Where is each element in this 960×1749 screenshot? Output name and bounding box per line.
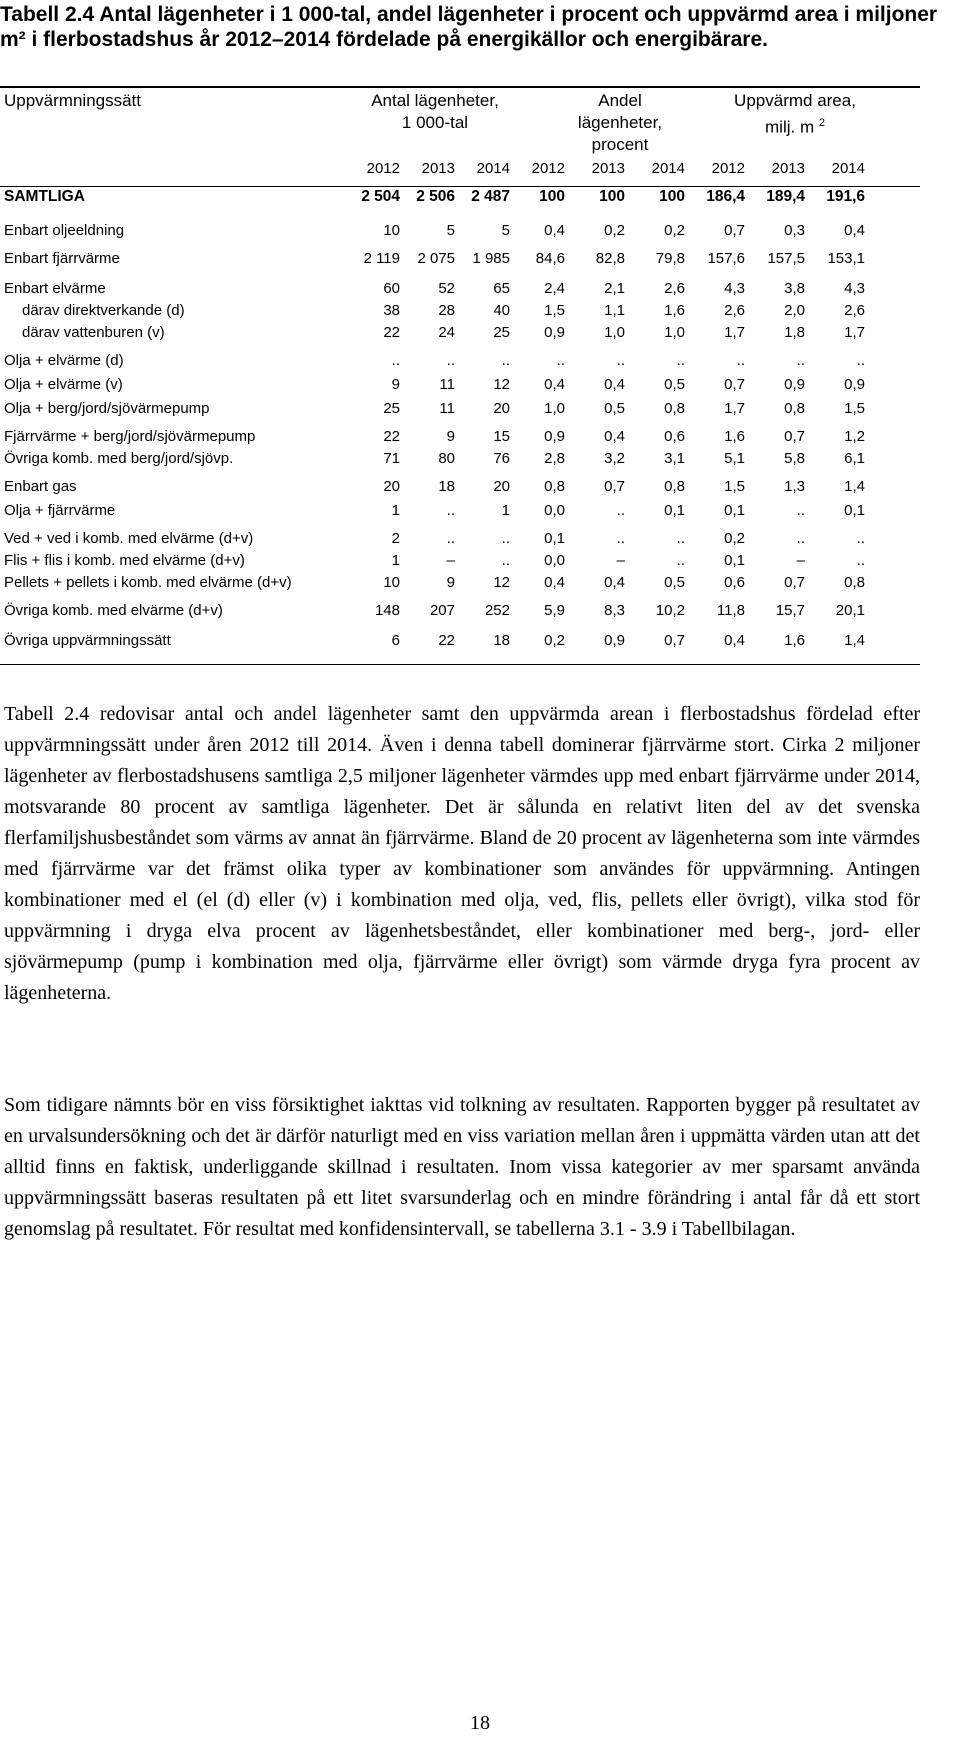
table-cell: 4,3 [724,280,745,297]
page-number: 18 [470,1712,490,1734]
table-cell: 0,4 [544,222,565,239]
table-row [0,572,940,594]
table-cell: 40 [493,302,510,319]
table-cell: .. [501,352,510,369]
table-cell: .. [446,530,455,547]
table-cell: 0,2 [544,632,565,649]
table-cell: 207 [429,602,455,619]
table-cell: 0,1 [844,502,865,519]
row-label: Olja + fjärrvärme [4,502,116,519]
table-cell: 6 [391,632,400,649]
table-cell: .. [391,352,400,369]
table-cell: 1 [391,502,400,519]
table-cell: 0,3 [784,222,805,239]
table-cell: 0,4 [604,428,625,445]
table-cell: 18 [438,478,455,495]
table-cell: 153,1 [827,250,865,267]
table-cell: 0,4 [544,574,565,591]
table-cell: 5,1 [724,450,745,467]
table-cell: 3,1 [664,450,685,467]
table-cell: 3,2 [604,450,625,467]
table-cell: 12 [493,574,510,591]
row-label: SAMTLIGA [4,188,85,205]
row-label: Olja + elvärme (v) [4,376,123,393]
table-cell: 1,5 [544,302,565,319]
table-cell: 2 506 [416,188,455,205]
table-cell: 100 [659,188,685,205]
table-cell: 1 [391,552,400,569]
table-cell: 71 [383,450,400,467]
table-cell: .. [616,502,625,519]
header-heated-area: Uppvärmd area, milj. m $^2$ [734,91,856,137]
header-heating-method: Uppvärmningssätt [4,91,142,110]
row-label: Enbart oljeeldning [4,222,125,239]
table-cell: 11,8 [716,602,745,619]
row-label: Pellets + pellets i komb. med elvärme (d+v) [4,574,292,591]
table-cell: 0,4 [604,574,625,591]
table-cell: 80 [438,450,455,467]
table-cell: 5 [446,222,455,239]
table-cell: 157,5 [767,250,805,267]
table-cell: .. [796,502,805,519]
table-cell: 5,8 [784,450,805,467]
year-header-row [0,160,940,182]
table-cell: .. [736,352,745,369]
row-label: Enbart fjärrvärme [4,250,120,267]
table-cell: 38 [383,302,400,319]
table-cell: 10,2 [655,602,685,619]
row-label: Flis + flis i komb. med elvärme (d+v) [4,552,245,569]
table-cell: 20 [383,478,400,495]
table-cell: 1,0 [604,324,625,341]
table-cell: 252 [484,602,510,619]
table-cell: 0,1 [664,502,685,519]
table-bottom-rule [0,664,920,665]
table-cell: 1 985 [472,250,510,267]
table-cell: 11 [439,376,455,393]
table-cell: 1,6 [724,428,745,445]
table-cell: .. [676,352,685,369]
year-header-cell: 2014 [476,160,510,177]
table-cell: .. [676,552,685,569]
table-cell: 191,6 [826,188,865,205]
table-cell: 9 [446,428,455,445]
table-cell: 100 [539,188,565,205]
table-cell: 25 [493,324,510,341]
table-cell: 20,1 [835,602,865,619]
table-cell: .. [796,530,805,547]
table-cell: 1,5 [724,478,745,495]
table-row [0,186,940,208]
table-cell: 76 [493,450,510,467]
table-cell: 1,0 [664,324,685,341]
table-cell: 82,8 [595,250,625,267]
row-label: Ved + ved i komb. med elvärme (d+v) [4,530,254,547]
table-cell: .. [856,530,865,547]
table-cell: 0,5 [604,400,625,417]
table-row [0,220,940,242]
table-cell: 1,4 [844,632,865,649]
table-cell: 0,0 [544,502,565,519]
table-row [0,500,940,522]
table-cell: .. [616,530,625,547]
table-cell: 2,4 [544,280,565,297]
table-cell: 0,2 [724,530,745,547]
table-cell: – [796,552,805,569]
table-cell: 0,4 [724,632,745,649]
table-cell: 0,8 [664,400,685,417]
table-cell: 1,6 [784,632,805,649]
year-header-cell: 2013 [421,160,455,177]
table-cell: 79,8 [655,250,685,267]
table-cell: 15 [493,428,510,445]
table-cell: 0,7 [724,222,745,239]
row-label: Olja + berg/jord/sjövärmepump [4,400,210,417]
table-cell: 12 [493,376,510,393]
table-cell: 0,7 [664,632,685,649]
row-label: därav direktverkande (d) [22,302,185,319]
year-header-cell: 2014 [831,160,865,177]
table-cell: 0,1 [724,502,745,519]
table-cell: 10 [383,222,400,239]
table-cell: 4,3 [844,280,865,297]
table-cell: 11 [439,400,455,417]
table-cell: 0,2 [604,222,625,239]
table-cell: 1,3 [784,478,805,495]
table-row [0,476,940,498]
table-cell: 0,5 [664,376,685,393]
year-header-cell: 2014 [651,160,685,177]
table-cell: 0,2 [664,222,685,239]
table-cell: 0,5 [664,574,685,591]
table-row [0,374,940,396]
table-cell: 5 [501,222,510,239]
table-title: Tabell 2.4 Antal lägenheter i 1 000-tal, andel lägenheter i procent och uppvärmd area i miljoner m² i flerbostadshus år 2012–2014 fördelade på energikällor och energibärare. [0,3,938,51]
table-cell: 1,6 [664,302,685,319]
table-cell: 0,7 [604,478,625,495]
table-cell: 0,8 [844,574,865,591]
table-cell: 0,6 [724,574,745,591]
table-cell: 52 [438,280,455,297]
table-cell: 0,9 [844,376,865,393]
year-header-cell: 2013 [591,160,625,177]
table-cell: 1,7 [724,400,745,417]
table-cell: 0,7 [784,574,805,591]
table-cell: .. [446,502,455,519]
table-cell: 189,4 [766,188,805,205]
year-header-cell: 2012 [366,160,400,177]
table-cell: 0,6 [664,428,685,445]
table-cell: 0,9 [784,376,805,393]
table-cell: 24 [438,324,455,341]
year-header-cell: 2012 [711,160,745,177]
table-cell: 22 [438,632,455,649]
table-cell: 2 [391,530,400,547]
body-paragraph-1: Tabell 2.4 redovisar antal och andel lägenheter samt den uppvärmda arean i flerbostadshus fördelad efter uppvärmningssätt under åren 2012 till 2014. Även i denna tabell dominerar fjärrvärme stort. Cirka 2 miljoner lägenheter av flerbostadshusens samtliga 2,5 miljoner lägenheter värmdes upp med enbart fjärrvärme under 2014, motsvarande 80 procent av samtliga lägenheter. Det är sålunda en relativt liten del av det svenska flerfamiljshusbeståndet som värms av annat än fjärrvärme. Bland de 20 procent av lägenheterna som inte värmdes med fjärrvärme var det främst olika typer av kombinationer som användes för uppvärmning. Antingen kombinationer med el (el (d) eller (v) i kombination med olja, ved, flis, pellets eller övrigt), vilka stod för uppvärmning i dryga elva procent av lägenhetsbeståndet, eller kombinationer med berg-, jord- eller sjövärmepump (pump i kombination med olja, fjärrvärme eller övrigt) som värmde dryga fyra procent av lägenheterna. [4,703,920,1004]
table-cell: .. [501,530,510,547]
table-cell: 3,8 [784,280,805,297]
row-label: Övriga uppvärmningssätt [4,632,171,649]
table-cell: 65 [493,280,510,297]
table-cell: 0,1 [544,530,565,547]
table-row [0,550,940,572]
body-paragraph-2: Som tidigare nämnts bör en viss försiktighet iakttas vid tolkning av resultaten. Rapporten bygger på resultatet av en urvalsundersökning och det är därför naturligt med en viss variation mellan åren i uppmätta värden utan att det alltid finns en faktisk, underliggande skillnad i resultaten. Inom vissa kategorier av mer sparsamt använda uppvärmningssätt baseras resultaten på ett litet svarsunderlag och en mindre förändring i antal får då ett stort genomslag på resultatet. För resultat med konfidensintervall, se tabellerna 3.1 - 3.9 i Tabellbilagan. [4,1094,920,1240]
table-row [0,300,940,322]
table-cell: 0,7 [784,428,805,445]
row-label: därav vattenburen (v) [22,324,165,341]
table-cell: .. [556,352,565,369]
table-cell: 0,8 [544,478,565,495]
year-header-cell: 2012 [531,160,565,177]
table-cell: 0,9 [604,632,625,649]
table-cell: 0,7 [724,376,745,393]
table-row [0,350,940,372]
table-cell: 15,7 [775,602,805,619]
table-cell: 2 504 [361,188,400,205]
table-cell: 0,4 [604,376,625,393]
table-cell: 20 [493,478,510,495]
table-cell: 28 [438,302,455,319]
table-row [0,398,940,420]
table-cell: .. [796,352,805,369]
table-cell: 0,8 [784,400,805,417]
table-cell: 1,8 [784,324,805,341]
table-row [0,278,940,300]
table-top-rule [0,86,920,88]
table-cell: 1,5 [844,400,865,417]
row-label: Övriga komb. med berg/jord/sjövp. [4,450,234,467]
table-cell: 1,2 [844,428,865,445]
table-cell: .. [501,552,510,569]
header-apartment-count: Antal lägenheter, 1 000-tal [371,91,499,132]
table-cell: 9 [391,376,400,393]
header-apartment-share: Andel lägenheter, procent [577,91,663,154]
table-cell: 22 [383,324,400,341]
year-header-cell: 2013 [771,160,805,177]
table-cell: 157,6 [707,250,745,267]
table-cell: 18 [493,632,510,649]
table-row [0,248,940,270]
table-cell: 148 [374,602,400,619]
table-cell: 100 [599,188,625,205]
table-cell: 0,4 [844,222,865,239]
table-cell: 0,9 [544,428,565,445]
table-cell: 0,8 [664,478,685,495]
table-row [0,528,940,550]
table-cell: 0,9 [544,324,565,341]
table-cell: 1,7 [844,324,865,341]
table-cell: 22 [383,428,400,445]
table-cell: 2,8 [544,450,565,467]
table-cell: 60 [383,280,400,297]
table-cell: 2,6 [724,302,745,319]
table-cell: 1,0 [544,400,565,417]
table-cell: 1,4 [844,478,865,495]
table-cell: 2,6 [664,280,685,297]
table-cell: 84,6 [535,250,565,267]
table-cell: 9 [446,574,455,591]
table-row [0,426,940,448]
table-cell: 2,0 [784,302,805,319]
table-row [0,448,940,470]
table-row [0,600,940,622]
table-cell: .. [856,552,865,569]
table-cell: 2 119 [363,250,400,267]
table-cell: 2,6 [844,302,865,319]
table-cell: 25 [383,400,400,417]
table-cell: 10 [383,574,400,591]
table-row [0,322,940,344]
row-label: Enbart gas [4,478,77,495]
table-cell: 0,1 [724,552,745,569]
table-cell: – [446,552,455,569]
table-cell: 1 [501,502,510,519]
row-label: Fjärrvärme + berg/jord/sjövärmepump [4,428,256,445]
table-cell: 1,1 [604,302,625,319]
table-cell: 2,1 [604,280,625,297]
row-label: Övriga komb. med elvärme (d+v) [4,602,223,619]
table-cell: .. [616,352,625,369]
table-cell: 2 487 [471,188,510,205]
table-cell: 8,3 [604,602,625,619]
row-label: Olja + elvärme (d) [4,352,124,369]
table-cell: 186,4 [706,188,745,205]
table-cell: .. [446,352,455,369]
row-label: Enbart elvärme [4,280,106,297]
table-cell: – [616,552,625,569]
table-cell: 0,0 [544,552,565,569]
table-cell: 2 075 [417,250,455,267]
table-cell: 1,7 [724,324,745,341]
table-cell: .. [856,352,865,369]
table-cell: 0,4 [544,376,565,393]
table-cell: 6,1 [844,450,865,467]
table-cell: .. [676,530,685,547]
table-row [0,630,940,652]
table-cell: 5,9 [544,602,565,619]
table-cell: 20 [493,400,510,417]
